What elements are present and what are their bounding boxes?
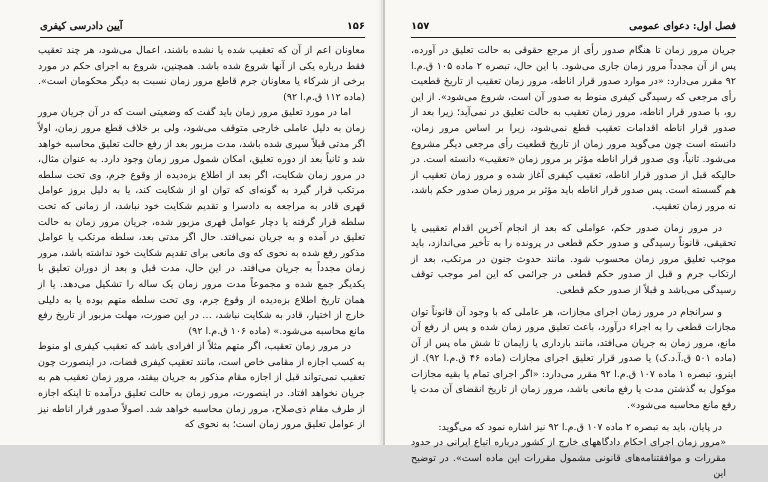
left-page-number: ۱۵۶ (346, 21, 365, 32)
right-running-title: فصل اول: دعوای عمومی (629, 21, 736, 32)
right-page-header (411, 20, 736, 38)
right-paragraph-1: جریان مرور زمان تا هنگام صدور رأی از مرجع حقوقی به حالت تعلیق در آورده، پس از آن مجدداً مرور زمان جاری می‌شود. با این حال، تبصره ۲ ماده ۱۰۵ ق.م.ا ۹۲ مقرر می‌دارد: «در موارد صدور قرار اناطه، مرور زمان تعقیب از تاریخ قطعیت رأی مرجعی که رسیدگی کیفری منوط به صدور آن است، شروع می‌شود». از این رو، با صدور قرار اناطه، مرور زمان تعقیب به حالت تعلیق در نمی‌آید؛ زیرا بعد از صدور قرار اناطه اقدامات تعقیب قطع نمی‌شود، زیرا بر اساس مرور زمان، دانسته است چون می‌گوید مرور زمان از تاریخ قطعیت رأی مرجعی دیگر مشروع می‌شود. ثانیاً، وی صدور قرار اناطه مؤثر بر مرور زمان «تعقیب» دانسته است. در حالیکه قبل از صدور قرار اناطه، تعقیب کیفری آغاز شده و مرور زمان تعقیب از هم گسسته است. پس صدور قرار اناطه باید مؤثر بر مرور زمان صدور حکم باشد، نه مرور زمان تعقیب. (411, 45, 736, 212)
left-paragraph-1: معاونان اعم از آن که تعقیب شده یا نشده باشند، اعمال می‌شود، هر چند تعقیب فقط درباره یکی از آنها شروع شده باشد. همچنین، شروع به اجرای حکم در مورد برخی از شرکاء یا معاونان جرم قاطع مرور زمان نسبت به دیگر محکومان است». (ماده ۱۱۲ ق.م.ا ۹۲) (38, 45, 366, 103)
left-page (0, 0, 383, 445)
left-paragraph-2: اما در مورد تعلیق مرور زمان باید گفت که وضعیتی است که در آن جریان مرور زمان به دلیل عاملی خارجی متوقف می‌شود، ولی بر خلاف قطع مرور زمان، اولاً اگر مدتی قبلاً سپری شده باشد، مدت مزبور بعد از رفع حالت تعلیق محاسبه خواهد شد و ثانیاً بعد از دوره تعلیق، امکان شمول مرور زمان وجود دارد. به عنوان مثال، در مرور زمان شکایت، اگر بعد از اطلاع بزه‌دیده از وقوع جرم، وی تحت سلطه مرتکب قرار گیرد به گونه‌ای که توان او از شکایت کند، یا به دلیل بروز عوامل قهری قادر به مراجعه به دادسرا و تقدیم شکایت خود نباشد، از زمانی که تحت سلطه قرار گرفته یا دچار عوامل قهری مزبور شده، جریان مرور زمان به حالت تعلیق در آمده و به جریان نمی‌افتد. حال اگر مدتی بعد، سلطه مرتکب یا عوامل مذکور رفع شده به نحوی که وی مانعی برای تقدیم شکایت خود نداشته باشد، مرور زمان مجدداً به جریان می‌افتد. در این حال، مدت قبل و بعد از دوران تعلیق با یکدیگر جمع شده و مجموعاً مدت مرور زمان یک ساله را تشکیل می‌دهد. یا از همان تاریخ اطلاع بزه‌دیده از وقوع جرم، وی تحت سلطه متهم بوده یا به دلیلی خارج از اختیار، قادر به شکایت نباشد، … در این صورت، مهلت مزبور از تاریخ رفع مانع محاسبه می‌شود.» (ماده ۱۰۶ ق.م.ا ۹۲) (38, 107, 365, 337)
right-quote: «مرور زمان اجرای احکام دادگاههای خارج از کشور درباره اتباع ایرانی در حدود مقررات و موافقتنامه‌های قانونی مشمول مقررات این ماده است». در توضیح این (411, 437, 726, 480)
left-page-body (38, 43, 365, 443)
right-page (385, 0, 768, 480)
left-running-title: آیین دادرسی کیفری (40, 21, 123, 32)
right-paragraph-3: و سرانجام در مرور زمان اجرای مجازات، هر عاملی که با وجود آن قانوناً توان مجازات قطعی را به اجراء درآورد، باعث تعلیق مرور زمان شده و پس از رفع آن مانع، مرور زمان به جریان می‌افتد، مانند بارداری یا زایمان تا شش ماه پس از آن (ماده ۵۰۱ ق.آ.د.ک) یا صدور قرار تعلیق اجرای مجازات (ماده ۴۶ ق.م.ا ۹۲). از اینرو، تبصره ۱ ماده ۱۰۷ ق.م.ا ۹۲ مقرر می‌دارد: «اگر اجرای تمام یا بقیه مجازات موکول به گذشتن مدت یا رفع مانعی باشد، مرور زمان از تاریخ انقضای آن مدت یا رفع مانع محاسبه می‌شود». (411, 306, 737, 412)
right-page-number: ۱۵۷ (411, 21, 430, 32)
right-paragraph-4: در پایان، باید به تبصره ۲ ماده ۱۰۷ ق.م.ا ۹۲ نیز اشاره نمود که می‌گوید: (438, 421, 722, 433)
right-paragraph-2: در مرور زمان صدور حکم، عواملی که بعد از انجام آخرین اقدام تعقیبی یا تحقیقی، قانوناً رسیدگی و صدور حکم قطعی در پرونده را به تأخیر می‌اندازد، باید موجب تعلیق مرور زمان محسوب شود. مانند حدوث جنون در مرتکب، بعد از ارتکاب جرم و قبل از صدور حکم قطعی در جرائمی که این امر موجب توقف رسیدگی می‌باشد و قبلاً از صدور حکم قطعی. (411, 222, 736, 296)
left-paragraph-3: در مرور زمان تعقیب، اگر متهم مثلاً از افرادی باشد که تعقیب کیفری او منوط به کسب اجازه از مقامی خاص است، مانند تعقیب کیفری قضات، در اینصورت چون تعقیب نمی‌تواند قبل از اجازه مقام مذکور به جریان بیفتد، مرور زمان تعقیب هم به جریان نخواهد افتاد. در اینصورت، مرور زمان به حالت تعلیق درآمده تا اینکه اجازه از طرف مقام ذی‌صلاح، مرور زمان محاسبه خواهد شد. اصولاً صدور قرار اناطه نیز از عوامل تعلیق مرور زمان است؛ به نحوی که (38, 341, 365, 431)
left-page-header (40, 20, 365, 38)
right-page-body (411, 43, 737, 480)
